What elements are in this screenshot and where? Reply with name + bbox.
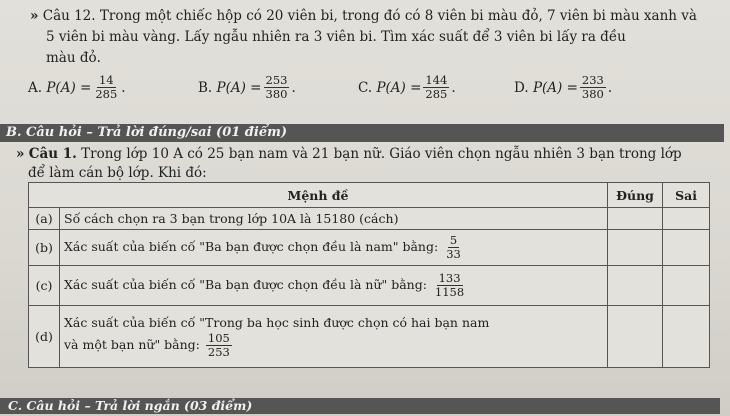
row-text: Xác suất của biến cố "Trong ba học sinh được chọn có hai bạn nam (64, 314, 490, 330)
true-cell[interactable] (608, 306, 663, 368)
denominator: 285 (425, 87, 448, 101)
option-c (358, 74, 456, 101)
question-1 (16, 145, 716, 183)
section-c-heading: C. Câu hỏi – Trả lời ngắn (03 điểm) (0, 398, 720, 414)
option-expr: P(A) = (216, 79, 262, 96)
row-fraction (206, 332, 232, 359)
option-a (28, 74, 126, 101)
false-cell[interactable] (663, 208, 710, 230)
denominator: 253 (207, 344, 230, 359)
row-statement (60, 306, 608, 368)
true-cell[interactable] (608, 266, 663, 306)
question-12 (30, 6, 720, 69)
option-expr: P(A) = (532, 79, 578, 96)
section-b-heading: B. Câu hỏi – Trả lời đúng/sai (01 điểm) (0, 124, 724, 142)
option-label: D. (514, 79, 529, 96)
option-b (198, 74, 296, 101)
question-12-line-1 (30, 6, 720, 27)
table-header-row (29, 183, 710, 208)
option-end: . (121, 79, 126, 96)
false-cell[interactable] (663, 230, 710, 266)
option-end: . (607, 79, 613, 96)
row-statement (60, 266, 608, 306)
option-d (514, 74, 612, 101)
question-12-label: Câu 12. (42, 8, 96, 24)
true-false-table (28, 182, 710, 368)
header-false: Sai (663, 183, 710, 208)
question-1-line-1 (16, 145, 716, 164)
denominator: 1158 (434, 285, 465, 299)
table-row (29, 266, 710, 306)
row-text: Xác suất của biến cố "Ba bạn được chọn đều là nam" bằng: (64, 239, 439, 254)
numerator: 233 (581, 73, 604, 87)
numerator: 105 (207, 330, 230, 345)
question-1-label: Câu 1. (28, 146, 77, 162)
table-row (29, 230, 710, 266)
option-fraction (93, 74, 119, 101)
question-12-text-1: Trong một chiếc hộp có 20 viên bi, trong đó có 8 viên bi màu đỏ, 7 viên bi màu xanh và (99, 8, 697, 24)
denominator: 380 (581, 87, 604, 101)
option-fraction (580, 74, 606, 101)
row-label: (c) (29, 266, 60, 306)
row-text-continued: và một bạn nữ" bằng: (64, 336, 200, 352)
question-12-text-2: 5 viên bi màu vàng. Lấy ngẫu nhiên ra 3 viên bi. Tìm xác suất để 3 viên bi lấy ra đều (46, 29, 626, 45)
option-fraction (264, 74, 290, 101)
question-12-text-3: màu đỏ. (46, 50, 101, 66)
answer-options (28, 74, 708, 108)
option-expr: P(A) = (376, 79, 422, 96)
question-1-text-1: Trong lớp 10 A có 25 bạn nam và 21 bạn nữ. Giáo viên chọn ngẫu nhiên 3 bạn trong lớp (81, 146, 682, 162)
option-label: C. (358, 79, 373, 96)
numerator: 144 (425, 73, 448, 87)
denominator: 285 (95, 87, 118, 101)
row-text: Xác suất của biến cố "Ba bạn được chọn đều là nữ" bằng: (64, 277, 427, 292)
row-fraction (444, 234, 463, 261)
numerator: 14 (98, 73, 114, 87)
denominator: 380 (265, 87, 288, 101)
bullet-marker: » (16, 146, 25, 162)
option-label: A. (28, 79, 43, 96)
row-statement (60, 208, 608, 230)
true-cell[interactable] (608, 230, 663, 266)
row-label: (d) (29, 306, 60, 368)
option-fraction (423, 74, 449, 101)
option-end: . (291, 79, 296, 96)
table-row (29, 306, 710, 368)
option-expr: P(A) = (46, 79, 92, 96)
numerator: 133 (438, 271, 461, 285)
denominator: 33 (446, 247, 461, 261)
numerator: 5 (449, 233, 458, 247)
table-row (29, 208, 710, 230)
header-statement: Mệnh đề (29, 183, 608, 208)
row-statement (60, 230, 608, 266)
numerator: 253 (265, 73, 288, 87)
row-text: Số cách chọn ra 3 bạn trong lớp 10A là 15180 (cách) (64, 211, 399, 226)
question-1-text-2: để làm cán bộ lớp. Khi đó: (28, 165, 207, 181)
row-fraction (433, 272, 466, 299)
true-cell[interactable] (608, 208, 663, 230)
option-label: B. (198, 79, 213, 96)
false-cell[interactable] (663, 306, 710, 368)
bullet-marker: » (30, 8, 39, 24)
header-true: Đúng (608, 183, 663, 208)
option-end: . (451, 79, 456, 96)
false-cell[interactable] (663, 266, 710, 306)
row-label: (b) (29, 230, 60, 266)
row-label: (a) (29, 208, 60, 230)
